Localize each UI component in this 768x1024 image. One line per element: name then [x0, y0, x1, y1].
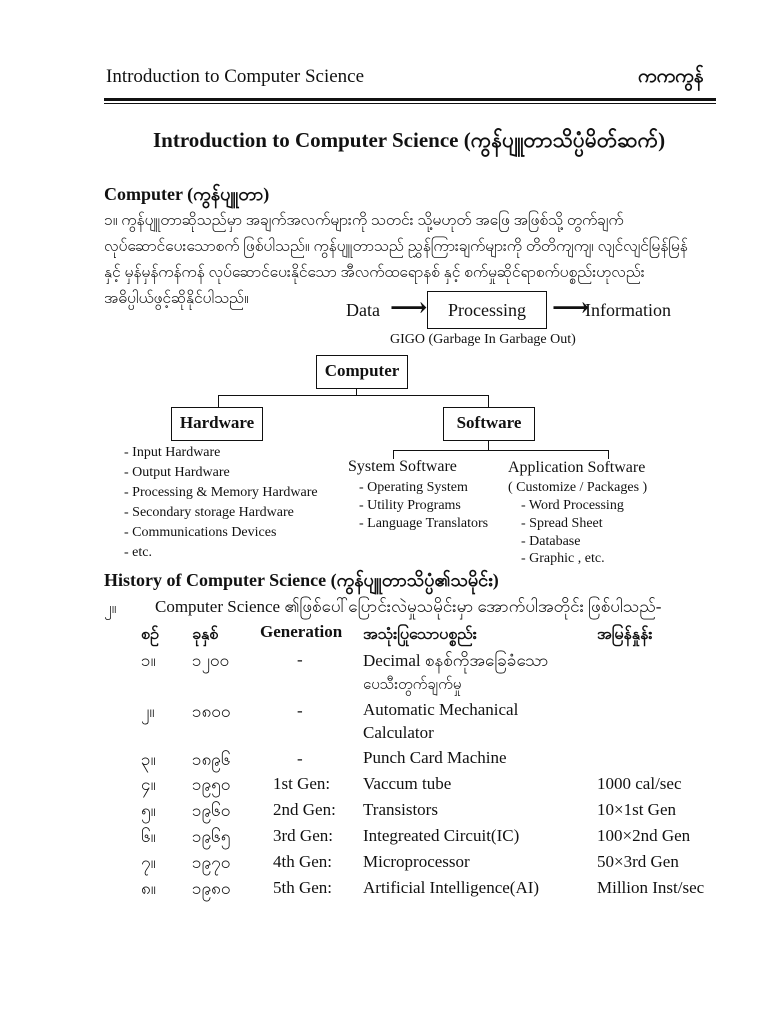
- row-generation: 4th Gen:: [273, 852, 333, 871]
- row-year: ၁၂၀၀: [192, 651, 230, 670]
- application-software-label: Application Software: [508, 459, 646, 476]
- table-header-speed: အမြန်နှုန်း: [597, 626, 653, 643]
- row-speed: 100×2nd Gen: [597, 826, 691, 845]
- row-item: Integreated Circuit(IC): [363, 826, 520, 845]
- row-item: Decimal စနစ်ကိုအခြေခံသော: [363, 651, 549, 670]
- computer-heading: Computer (ကွန်ပျူတာ): [104, 184, 270, 204]
- hardware-item: - etc.: [124, 545, 152, 560]
- history-intro-number: ၂။: [104, 600, 117, 617]
- row-generation: -: [297, 749, 303, 768]
- paragraph-line-3: နှင့် မှန်မှန်ကန်ကန် လုပ်ဆောင်ပေးနိုင်သော အီလက်ထရောနစ် နှင့် စက်မှုဆိုင်ရာစက်ပစ္စည်းဟုလည်း: [104, 264, 645, 281]
- hardware-item: - Secondary storage Hardware: [124, 505, 294, 520]
- tree-connector: [218, 395, 219, 407]
- application-software-item: - Spread Sheet: [521, 516, 603, 531]
- page-title: Introduction to Computer Science (ကွန်ပျူတာသိပ္ပံမိတ်ဆက်): [153, 128, 666, 152]
- running-header-right: ကကကွန်: [638, 66, 704, 87]
- header-rule-thin: [104, 103, 716, 104]
- row-year: ၁၉၅၀: [192, 775, 231, 794]
- row-year: ၁၈၀၀: [192, 702, 231, 721]
- flow-information-label: Information: [585, 300, 671, 320]
- row-item: Automatic Mechanical: [363, 700, 519, 719]
- gigo-caption: GIGO (Garbage In Garbage Out): [390, 332, 576, 347]
- row-item: Vaccum tube: [363, 774, 452, 793]
- arrow-right-icon: ⟶: [552, 293, 590, 322]
- paragraph-line-2: လုပ်ဆောင်ပေးသောစက် ဖြစ်ပါသည်။ ကွန်ပျူတာသည် ညွှန်ကြားချက်များကို တိတိကျကျ၊ လျင်လျင်မြန်မြန်: [104, 238, 688, 255]
- system-software-item: - Operating System: [359, 480, 468, 495]
- row-year: ၁၉၆၀: [192, 801, 231, 820]
- table-header-generation: Generation: [260, 622, 343, 641]
- row-item: Transistors: [363, 800, 438, 819]
- paragraph-line-1: ၁။ ကွန်ပျူတာဆိုသည်မှာ အချက်အလက်များကို သတင်း သို့မဟုတ် အဖြေ အဖြစ်သို့ တွက်ချက်: [104, 212, 624, 229]
- row-generation: 3rd Gen:: [273, 826, 333, 845]
- row-no: ၆။: [141, 827, 156, 846]
- table-header-item: အသုံးပြုသောပစ္စည်း: [363, 626, 477, 643]
- hardware-item: - Output Hardware: [124, 465, 230, 480]
- tree-connector: [488, 395, 489, 407]
- row-generation: -: [297, 701, 303, 720]
- row-item: Punch Card Machine: [363, 748, 507, 767]
- paragraph-line-4: အဓိပ္ပါယ်ဖွင့်ဆိုနိုင်ပါသည်။: [104, 290, 249, 307]
- row-item: Artificial Intelligence(AI): [363, 878, 540, 897]
- row-no: ၄။: [141, 775, 156, 794]
- row-year: ၁၉၆၅: [192, 827, 231, 846]
- row-generation: 2nd Gen:: [273, 800, 336, 819]
- software-node-label: Software: [456, 413, 522, 432]
- tree-connector: [218, 395, 488, 396]
- hardware-node-label: Hardware: [179, 413, 255, 432]
- row-no: ၈။: [141, 879, 156, 898]
- application-software-item: - Graphic , etc.: [521, 551, 605, 566]
- computer-node-label: Computer: [324, 361, 400, 380]
- application-software-item: - Word Processing: [521, 498, 624, 513]
- row-item-line2: ပေသီးတွက်ချက်မှု: [363, 677, 462, 693]
- row-no: ၇။: [141, 853, 156, 872]
- system-software-item: - Language Translators: [359, 516, 489, 531]
- row-year: ၁၉၇၀: [192, 853, 231, 872]
- row-generation: 5th Gen:: [273, 878, 333, 897]
- table-header-year: ခုနှစ်: [192, 626, 219, 643]
- running-header-title: Introduction to Computer Science: [106, 66, 365, 87]
- tree-connector: [393, 450, 609, 451]
- row-speed: 10×1st Gen: [597, 800, 676, 819]
- arrow-right-icon: ⟶: [390, 293, 428, 322]
- row-no: ၃။: [141, 750, 156, 769]
- header-rule-thick: [104, 98, 716, 101]
- history-heading: History of Computer Science (ကွန်ပျူတာသိပ္ပံ၏သမိုင်း): [104, 570, 499, 590]
- history-intro-text: Computer Science ၏ဖြစ်ပေါ်ပြောင်းလဲမှုသမိုင်းမှာ အောက်ပါအတိုင်း ဖြစ်ပါသည်-: [155, 597, 662, 616]
- row-generation: -: [297, 650, 303, 669]
- row-speed: 1000 cal/sec: [597, 774, 682, 793]
- hardware-item: - Communications Devices: [124, 525, 277, 540]
- hardware-item: - Processing & Memory Hardware: [124, 485, 318, 500]
- system-software-item: - Utility Programs: [359, 498, 461, 513]
- row-year: ၁၉၈၀: [192, 879, 231, 898]
- application-software-item: - Database: [521, 534, 581, 549]
- system-software-label: System Software: [348, 458, 457, 475]
- tree-connector: [488, 440, 489, 450]
- row-no: ၁။: [141, 651, 156, 670]
- row-no: ၂။: [141, 702, 155, 721]
- application-software-subtitle: ( Customize / Packages ): [508, 480, 648, 495]
- row-item: Microprocessor: [363, 852, 470, 871]
- tree-connector: [608, 450, 609, 459]
- row-year: ၁၈၉၆: [192, 750, 231, 769]
- row-no: ၅။: [141, 801, 156, 820]
- row-generation: 1st Gen:: [273, 774, 331, 793]
- table-header-no: စဉ်: [141, 626, 159, 643]
- hardware-item: - Input Hardware: [124, 445, 221, 460]
- flow-processing-label: Processing: [448, 300, 526, 320]
- flow-data-label: Data: [346, 300, 380, 320]
- row-speed: 50×3rd Gen: [597, 852, 679, 871]
- row-item-line2: Calculator: [363, 723, 434, 742]
- row-speed: Million Inst/sec: [597, 878, 705, 897]
